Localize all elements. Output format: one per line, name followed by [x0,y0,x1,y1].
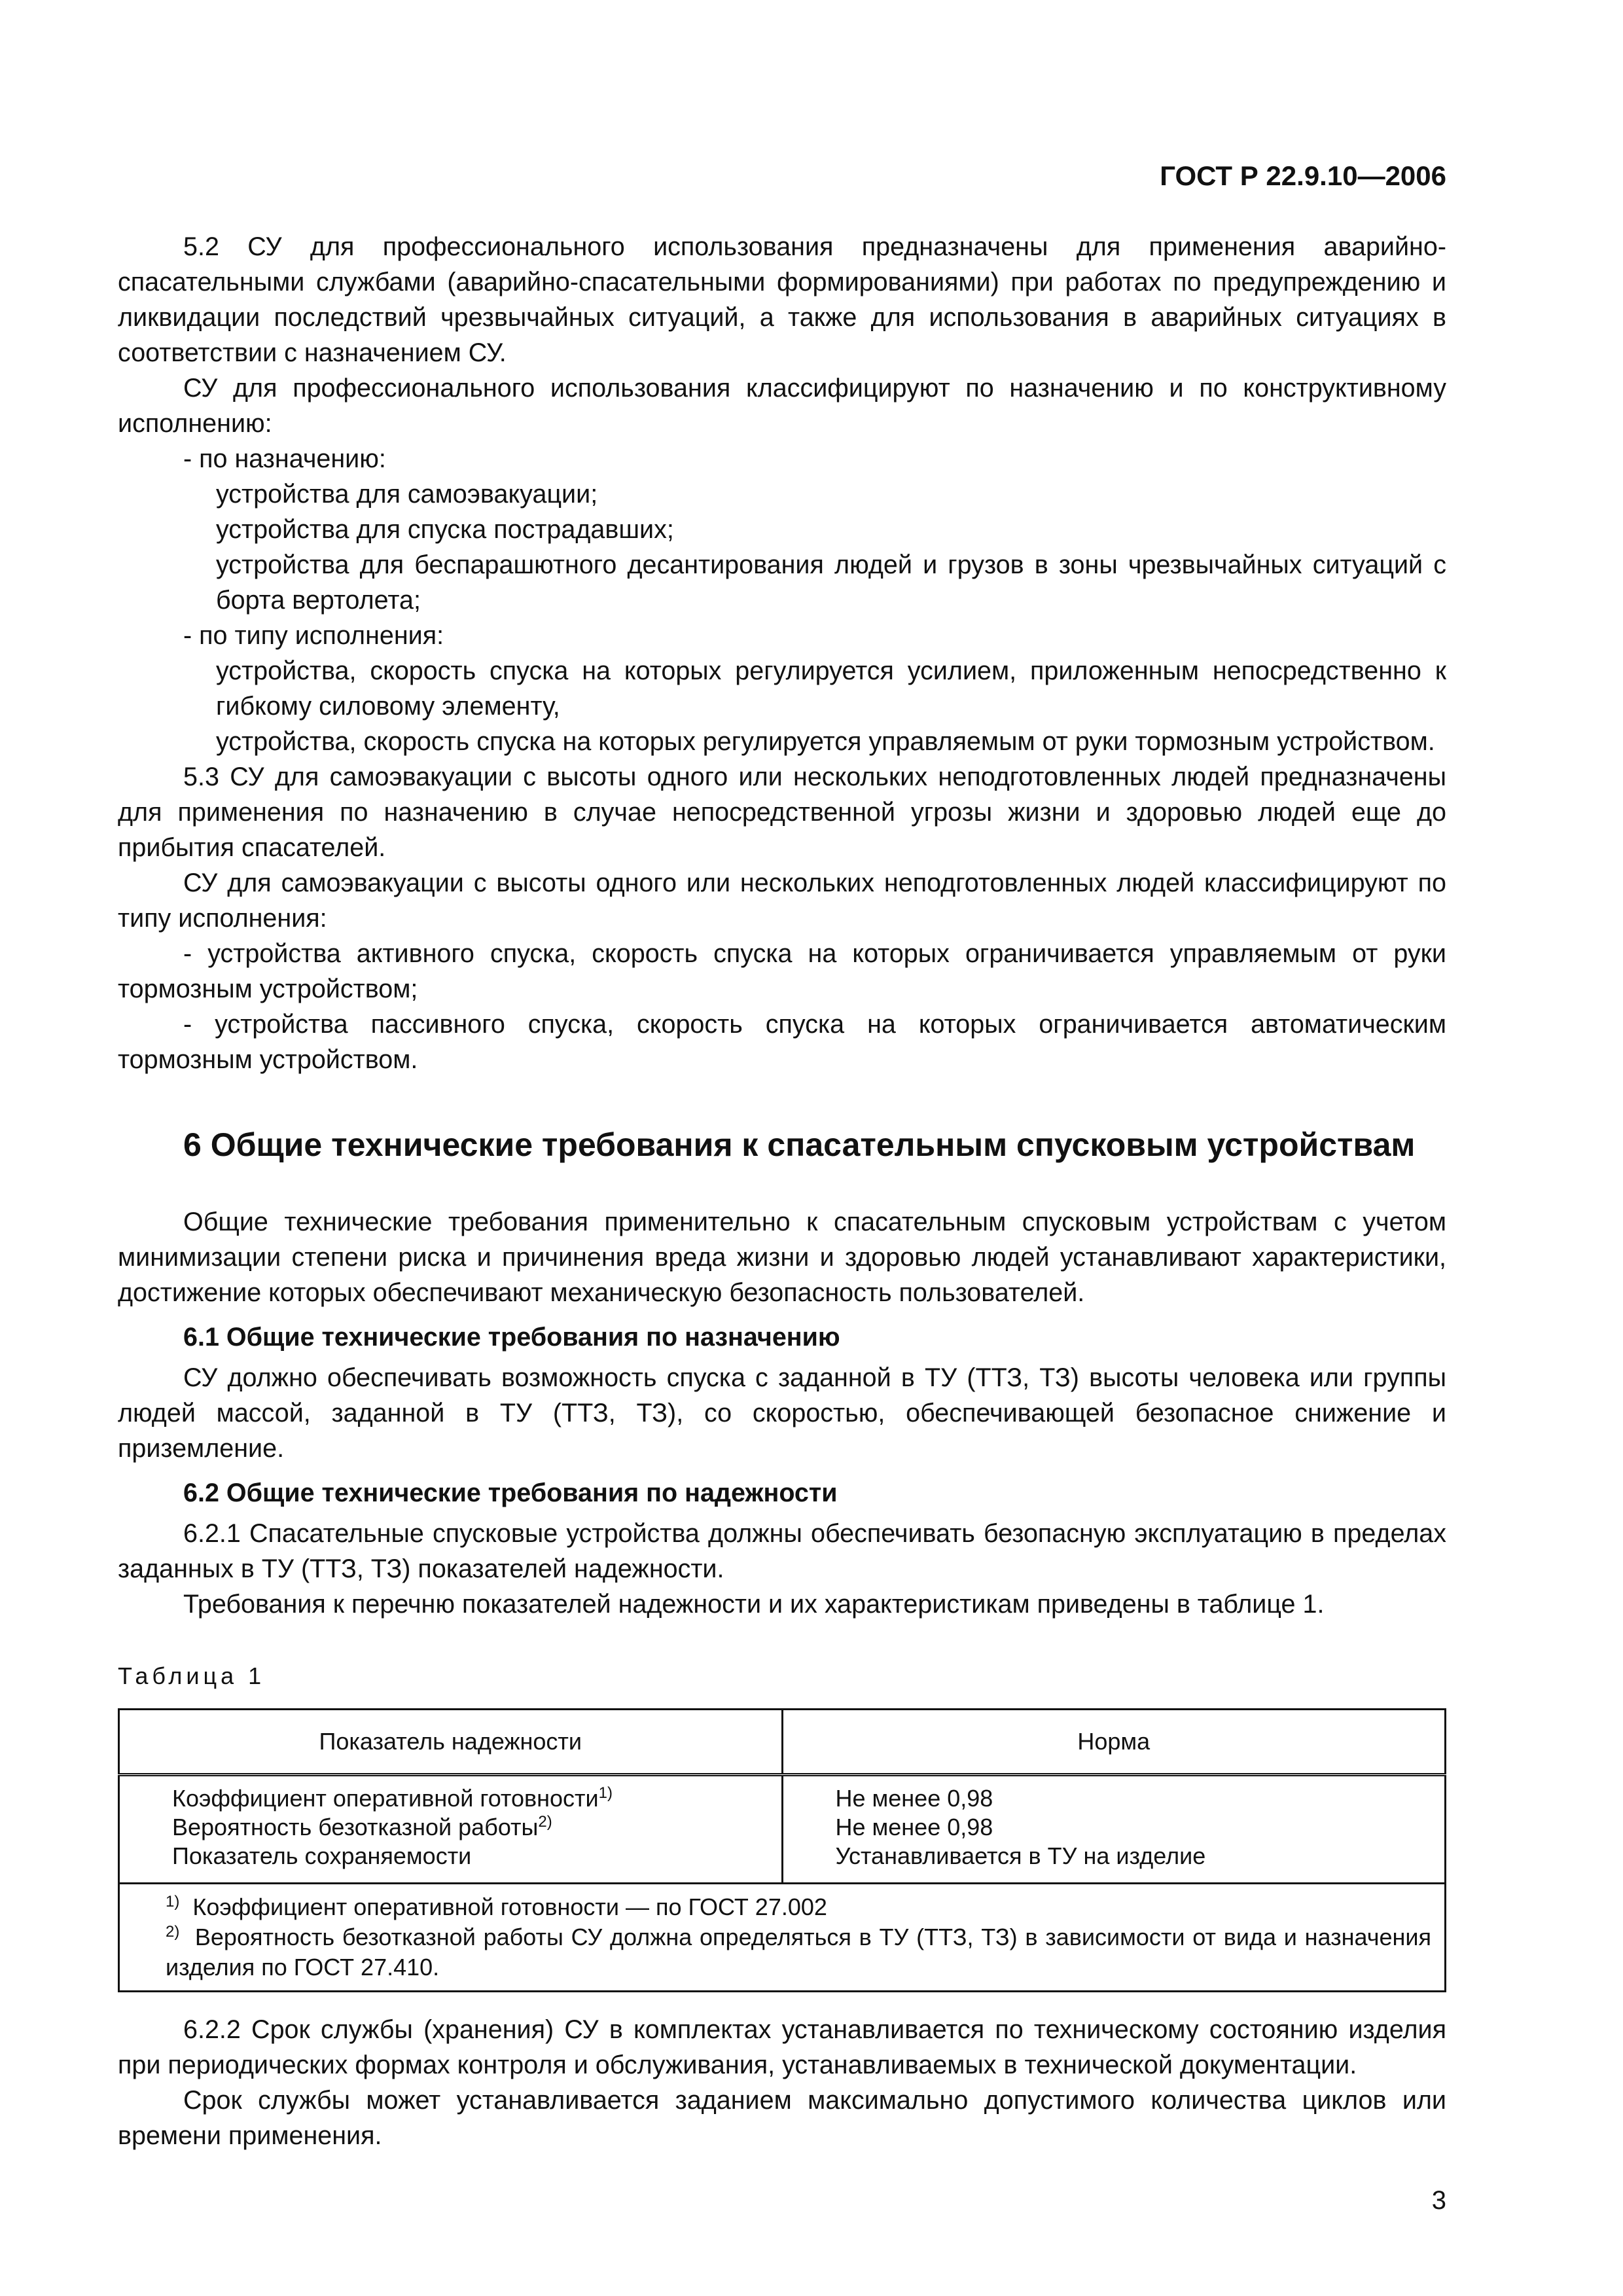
paragraph-6-2-1: 6.2.1 Спасательные спусковые устройства должны обеспечивать безопасную эксплуатацию в пределах заданных в ТУ (ТТЗ, ТЗ) показателей надежности. [118,1519,1446,1583]
list-item: - устройства пассивного спуска, скорость спуска на которых ограничивается автоматическим тормозным устройством. [118,1010,1446,1074]
column-header-norm: Норма [782,1710,1446,1775]
list-item: устройства для самоэвакуации; [216,480,598,509]
table-notes-row [119,1884,1446,1992]
table-note-2 [120,1922,1444,1982]
list-item: устройства, скорость спуска на которых регулируется усилием, приложенным непосредственно к гибкому силовому элементу, [216,656,1446,721]
section-6-heading: 6 Общие технические требования к спасательным спусковым устройствам [183,1126,1416,1163]
paragraph-5-3: 5.3 СУ для самоэвакуации с высоты одного или нескольких неподготовленных людей предназначены для применения по назначению в случае непосредственной угрозы жизни и здоровью людей еще до прибытия спасателей. [118,762,1446,862]
norm-cell [782,1776,1446,1884]
norm-text: Не менее 0,98 [835,1785,993,1812]
footnote-mark: 2) [166,1923,180,1941]
page-number: 3 [1431,2186,1446,2215]
list-heading-purpose: - по назначению: [183,444,386,473]
table-row [172,1842,781,1871]
list-item: устройства, скорость спуска на которых регулируется управляемым от руки тормозным устройством. [216,727,1435,756]
column-header-indicator: Показатель надежности [119,1710,783,1775]
footnote-mark: 1) [166,1893,180,1910]
list-item: - устройства активного спуска, скорость спуска на которых ограничивается управляемым от руки тормозным устройством; [118,939,1446,1003]
list-item: устройства для беспарашютного десантирования людей и грузов в зоны чрезвычайных ситуаций с борта вертолета; [216,550,1446,615]
table-row [172,1784,781,1813]
indicator-text: Коэффициент оперативной готовности [172,1785,599,1812]
table-row [172,1813,781,1842]
norm-text: Не менее 0,98 [835,1814,993,1840]
paragraph-5-2-classification: СУ для профессионального использования классифицируют по назначению и по конструктивному исполнению: [118,374,1446,438]
note-text: Вероятность безотказной работы СУ должна определяться в ТУ (ТТЗ, ТЗ) в зависимости от вида и назначения изделия по ГОСТ 27.410. [166,1924,1431,1981]
table-caption: Таблица 1 [118,1662,266,1689]
indicator-text: Вероятность безотказной работы [172,1814,539,1840]
list-item: устройства для спуска пострадавших; [216,515,674,544]
indicator-cell [119,1776,783,1884]
standard-header: ГОСТ Р 22.9.10—2006 [1160,160,1446,191]
indicator-text: Показатель сохраняемости [172,1842,472,1869]
reliability-table [118,1708,1446,1992]
page-content [118,229,1446,2153]
footnote-mark: 2) [538,1813,552,1831]
norm-text: Устанавливается в ТУ на изделие [835,1842,1206,1869]
list-heading-type: - по типу исполнения: [183,621,444,650]
subsection-6-2-heading: 6.2 Общие технические требования по надежности [183,1479,838,1507]
section-6-intro: Общие технические требования применительно к спасательным спусковым устройствам с учетом минимизации степени риска и причинения вреда жизни и здоровью людей устанавливают характеристики, достижение которых обеспечивают механическую безопасность пользователей. [118,1208,1446,1307]
paragraph-5-3-classification: СУ для самоэвакуации с высоты одного или нескольких неподготовленных людей классифицируют по типу исполнения: [118,869,1446,933]
paragraph-6-1: СУ должно обеспечивать возможность спуска с заданной в ТУ (ТТЗ, ТЗ) высоты человека или группы людей массой, заданной в ТУ (ТТЗ, ТЗ), со скоростью, обеспечивающей безопасное снижение и приземление. [118,1363,1446,1463]
table-body [119,1776,1446,1884]
subsection-6-1-heading: 6.1 Общие технические требования по назначению [183,1323,840,1352]
table-notes [119,1884,1446,1992]
paragraph-6-2-2: 6.2.2 Срок службы (хранения) СУ в комплектах устанавливается по техническому состоянию изделия при периодических формах контроля и обслуживания, устанавливаемых в технической документации. [118,2015,1446,2079]
paragraph-6-2-2-lifetime: Срок службы может устанавливается заданием максимально допустимого количества циклов или времени применения. [118,2086,1446,2150]
footnote-mark: 1) [598,1784,613,1802]
note-text: Коэффициент оперативной готовности — по ГОСТ 27.002 [192,1893,827,1920]
paragraph-6-2-1-table-ref: Требования к перечню показателей надежности и их характеристикам приведены в таблице 1. [183,1590,1325,1619]
paragraph-5-2: 5.2 СУ для профессионального использования предназначены для применения аварийно-спасательными службами (аварийно-спасательными формированиями) при работах по предупреждению и ликвидации последствий чрезвычайных ситуаций, а также для использования в аварийных ситуациях в соответствии с назначением СУ. [118,232,1446,367]
table-header-row [119,1710,1446,1775]
table-note-1 [120,1892,1444,1922]
